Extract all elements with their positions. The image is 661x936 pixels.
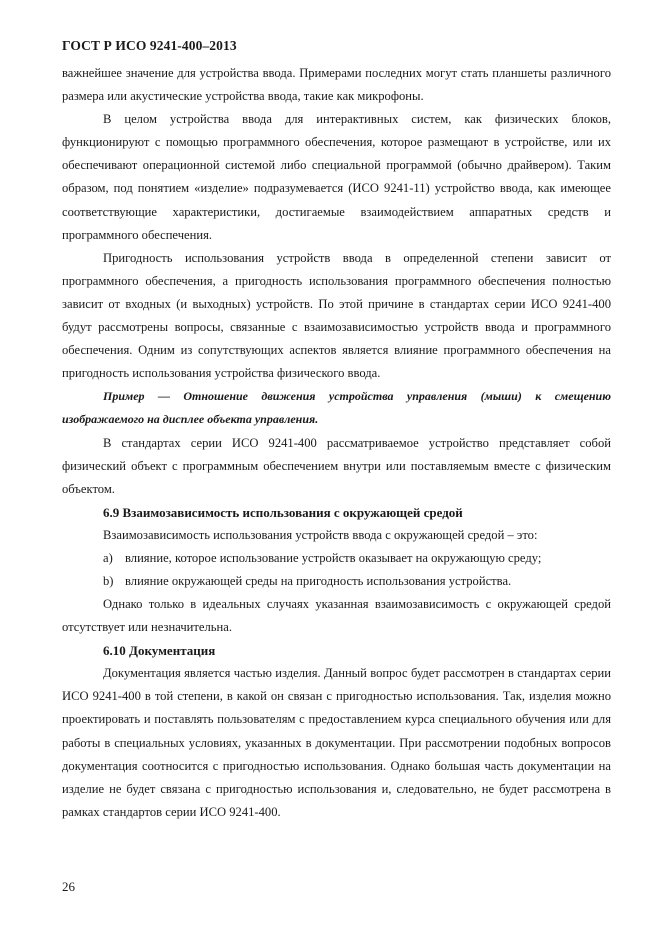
section-heading-6-9: 6.9 Взаимозависимость использования с окружающей средой	[103, 504, 463, 520]
paragraph-continuation: важнейшее значение для устройства ввода. Примерами последних могут стать планшеты различного размера или акустические устройства ввода, такие как микрофоны.	[62, 66, 611, 104]
list-item-text: влияние окружающей среды на пригодность использования устройства.	[125, 573, 512, 588]
list-item-marker: a)	[103, 550, 113, 565]
example-note: Пример — Отношение движения устройства управления (мыши) к смещению изображаемого на дисплее объекта управления.	[62, 389, 611, 427]
section-6-9-intro: Взаимозависимость использования устройств ввода с окружающей средой – это:	[103, 527, 538, 542]
list-item	[62, 570, 611, 593]
list-item	[62, 547, 611, 570]
section-6-9-closing: Однако только в идеальных случаях указанная взаимозависимость с окружающей средой отсутствует или незначительна.	[62, 597, 611, 635]
document-body	[62, 62, 611, 824]
list-item-marker: b)	[103, 573, 114, 588]
section-heading-6-10: 6.10 Документация	[103, 643, 216, 659]
paragraph-physical-object: В стандартах серии ИСО 9241-400 рассматриваемое устройство представляет собой физический объект с программным обеспечением внутри или поставляемым вместе с физическим объектом.	[62, 435, 611, 496]
document-header-title: ГОСТ Р ИСО 9241-400–2013	[62, 38, 237, 53]
paragraph-usability-dependency: Пригодность использования устройств ввода в определенной степени зависит от программного обеспечения, а пригодность использования программного обеспечения полностью зависит от входных (и выходных) устройств. По этой причине в стандартах серии ИСО 9241-400 будут рассмотрены вопросы, связанные с взаимозависимостью устройств ввода и программного обеспечения. Одним из сопутствующих аспектов является влияние программного обеспечения на пригодность использования устройства физического ввода.	[62, 250, 611, 381]
list-item-text: влияние, которое использование устройств оказывает на окружающую среду;	[125, 550, 542, 565]
paragraph-input-devices-software: В целом устройства ввода для интерактивных систем, как физических блоков, функционируют с помощью программного обеспечения, которое размещают в устройстве, или их обеспечивают операционной системой либо специальной программой (обычно драйвером). Таким образом, под понятием «изделие» подразумевается (ИСО 9241-11) устройство ввода, как имеющее соответствующие характеристики, достигаемые взаимодействием аппаратных средств и программного обеспечения.	[62, 112, 611, 242]
section-6-10-text: Документация является частью изделия. Данный вопрос будет рассмотрен в стандартах серии ИСО 9241-400 в той степени, в какой он связан с пригодностью использования. Так, изделия можно проектировать и поставлять пользователям с предоставлением курса специального обучения или для работы в специальных условиях, указанных в документации. При рассмотрении подобных вопросов документация соотносится с пригодностью использования. Однако большая часть документации на изделие не будет связана с пригодностью использования и, следовательно, не будет рассмотрена в рамках стандартов серии ИСО 9241-400.	[62, 666, 611, 819]
page-number: 26	[62, 879, 75, 894]
